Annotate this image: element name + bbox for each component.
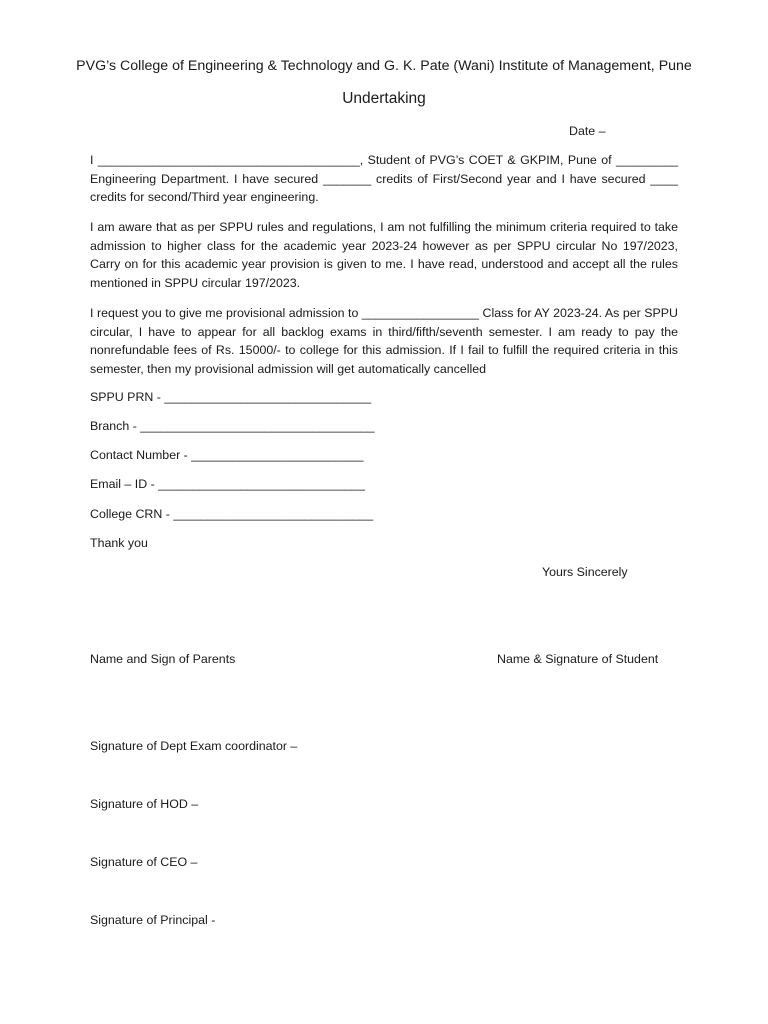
admission-request-paragraph: I request you to give me provisional admission to _________________ Class for AY 2023-24. As per SPPU circular, I have to appear for all backlog exams in third/fifth/seventh semester. I am ready to pay the nonrefundable fees of Rs. 15000/- to college for this admission. If I fail to fulfill the required criteria in this semester, then my provisional admission will get automatically cancelled [90,306,678,376]
student-declaration-paragraph: I ______________________________________, Student of PVG’s COET & GKPIM, Pune of _________ Engineering Department. I have secured _______ credits of First/Second year and I have secured ____ credits for second/Third year engineering. [90,153,678,204]
sppu-prn-field: SPPU PRN - ______________________________ [90,390,372,404]
ceo-signature-label: Signature of CEO – [90,855,198,869]
college-crn-field: College CRN - _____________________________ [90,507,374,521]
branch-field: Branch - __________________________________ [90,419,375,433]
document-title: Undertaking [342,90,426,107]
yours-sincerely-text: Yours Sincerely [542,565,628,579]
date-label: Date – [569,124,606,138]
email-id-field: Email – ID - ______________________________ [90,477,365,491]
student-signature-label: Name & Signature of Student [497,652,659,666]
parents-signature-label: Name and Sign of Parents [90,652,236,666]
institution-heading: PVG’s College of Engineering & Technology and G. K. Pate (Wani) Institute of Management, Pune [76,58,692,74]
principal-signature-label: Signature of Principal - [90,913,216,927]
exam-coordinator-signature-label: Signature of Dept Exam coordinator – [90,739,298,753]
thank-you-text: Thank you [90,536,148,550]
rules-awareness-paragraph: I am aware that as per SPPU rules and regulations, I am not fulfilling the minimum criteria required to take admission to higher class for the academic year 2023-24 however as per SPPU circular No 197/2023, Carry on for this academic year provision is given to me. I have read, understood and accept all the rules mentioned in SPPU circular 197/2023. [90,220,678,290]
hod-signature-label: Signature of HOD – [90,797,199,811]
contact-number-field: Contact Number - _________________________ [90,448,364,462]
